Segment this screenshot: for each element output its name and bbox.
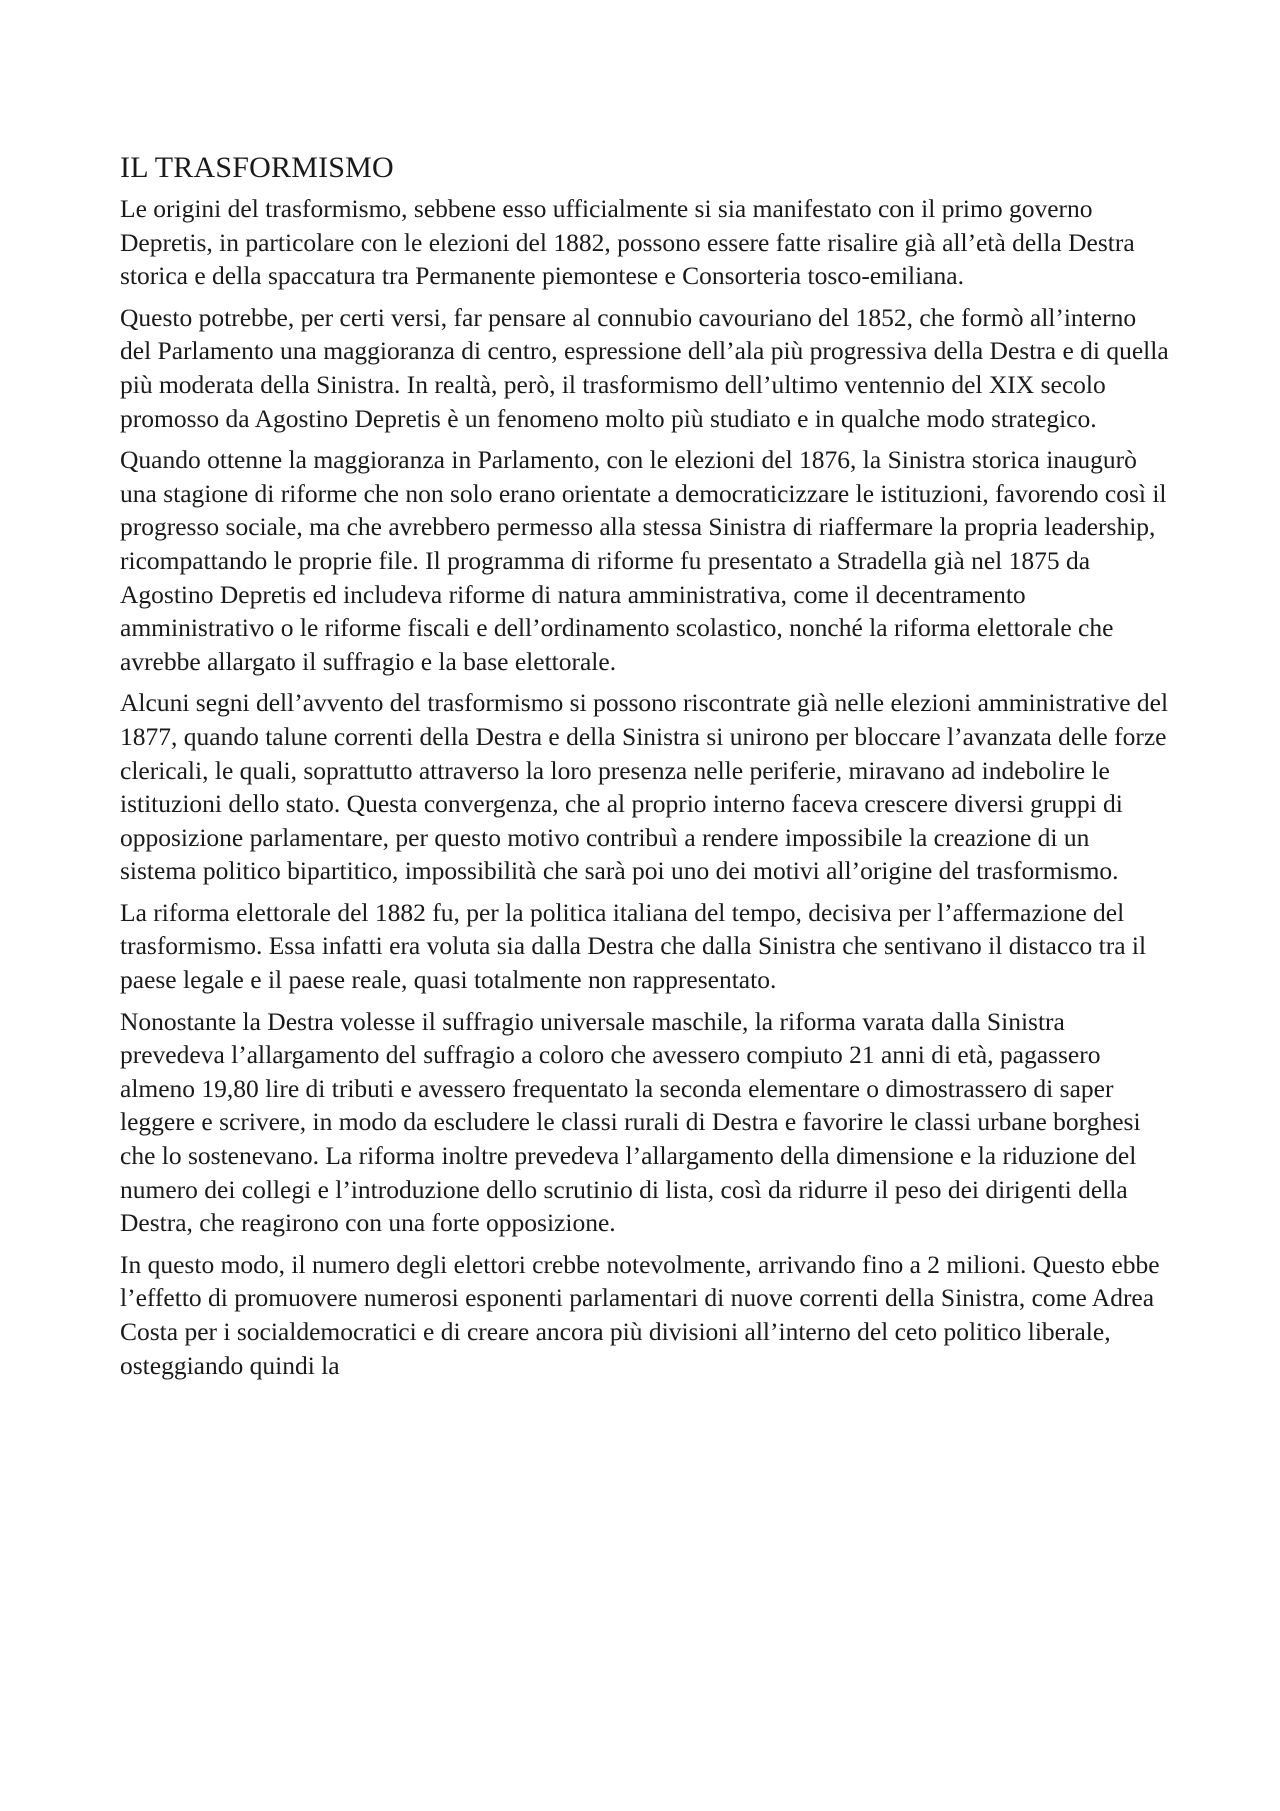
paragraph: La riforma elettorale del 1882 fu, per la politica italiana del tempo, decisiva per l’affermazione del trasformismo. Essa infatti era voluta sia dalla Destra che dalla Sinistra che sentivano il distacco tra il paese legale e il paese reale, quasi totalmente non rappresentato.	[120, 897, 1147, 995]
paragraph: Alcuni segni dell’avvento del trasformismo si possono riscontrate già nelle elezioni amministrative del 1877, quando talune correnti della Destra e della Sinistra si unirono per bloccare l’avanzata delle forze clericali, le quali, soprattutto attraverso la loro presenza nelle periferie, miravano ad indebolire le istituzioni dello stato. Questa convergenza, che al proprio interno faceva crescere diversi gruppi di opposizione parlamentare, per questo motivo contribuì a rendere impossibile la creazione di un sistema politico bipartitico, impossibilità che sarà poi uno dei motivi all’origine del trasformismo.	[120, 688, 1169, 886]
document-body	[120, 150, 1170, 1390]
paragraph: Questo potrebbe, per certi versi, far pensare al connubio cavouriano del 1852, che formò all’interno del Parlamento una maggioranza di centro, espressione dell’ala più progressiva della Destra e di quella più moderata della Sinistra. In realtà, però, il trasformismo dell’ultimo ventennio del XIX secolo promosso da Agostino Depretis è un fenomeno molto più studiato e in qualche modo strategico.	[120, 302, 1169, 433]
paragraph: Le origini del trasformismo, sebbene esso ufficialmente si sia manifestato con il primo governo Depretis, in particolare con le elezioni del 1882, possono essere fatte risalire già all’età della Destra storica e della spaccatura tra Permanente piemontese e Consorteria tosco-emiliana.	[120, 194, 1135, 291]
paragraph: In questo modo, il numero degli elettori crebbe notevolmente, arrivando fino a 2 milioni. Questo ebbe l’effetto di promuovere numerosi esponenti parlamentari di nuove correnti della Sinistra, come Adrea Costa per i socialdemocratici e di creare ancora più divisioni all’interno del ceto politico liberale, osteggiando quindi la	[120, 1249, 1160, 1380]
paragraph: Nonostante la Destra volesse il suffragio universale maschile, la riforma varata dalla Sinistra prevedeva l’allargamento del suffragio a coloro che avessero compiuto 21 anni di età, pagassero almeno 19,80 lire di tributi e avessero frequentato la seconda elementare o dimostrassero di saper leggere e scrivere, in modo da escludere le classi rurali di Destra e favorire le classi urbane borghesi che lo sostenevano. La riforma inoltre prevedeva l’allargamento della dimensione e la riduzione del numero dei collegi e l’introduzione dello scrutinio di lista, così da ridurre il peso dei dirigenti della Destra, che reagirono con una forte opposizione.	[120, 1006, 1141, 1238]
document-title: IL TRASFORMISMO	[120, 151, 394, 184]
paragraph: Quando ottenne la maggioranza in Parlamento, con le elezioni del 1876, la Sinistra storica inaugurò una stagione di riforme che non solo erano orientate a democraticizzare le istituzioni, favorendo così il progresso sociale, ma che avrebbero permesso alla stessa Sinistra di riaffermare la propria leadership, ricompattando le proprie file. Il programma di riforme fu presentato a Stradella già nel 1875 da Agostino Depretis ed includeva riforme di natura amministrativa, come il decentramento amministrativo o le riforme fiscali e dell’ordinamento scolastico, nonché la riforma elettorale che avrebbe allargato il suffragio e la base elettorale.	[120, 445, 1167, 676]
